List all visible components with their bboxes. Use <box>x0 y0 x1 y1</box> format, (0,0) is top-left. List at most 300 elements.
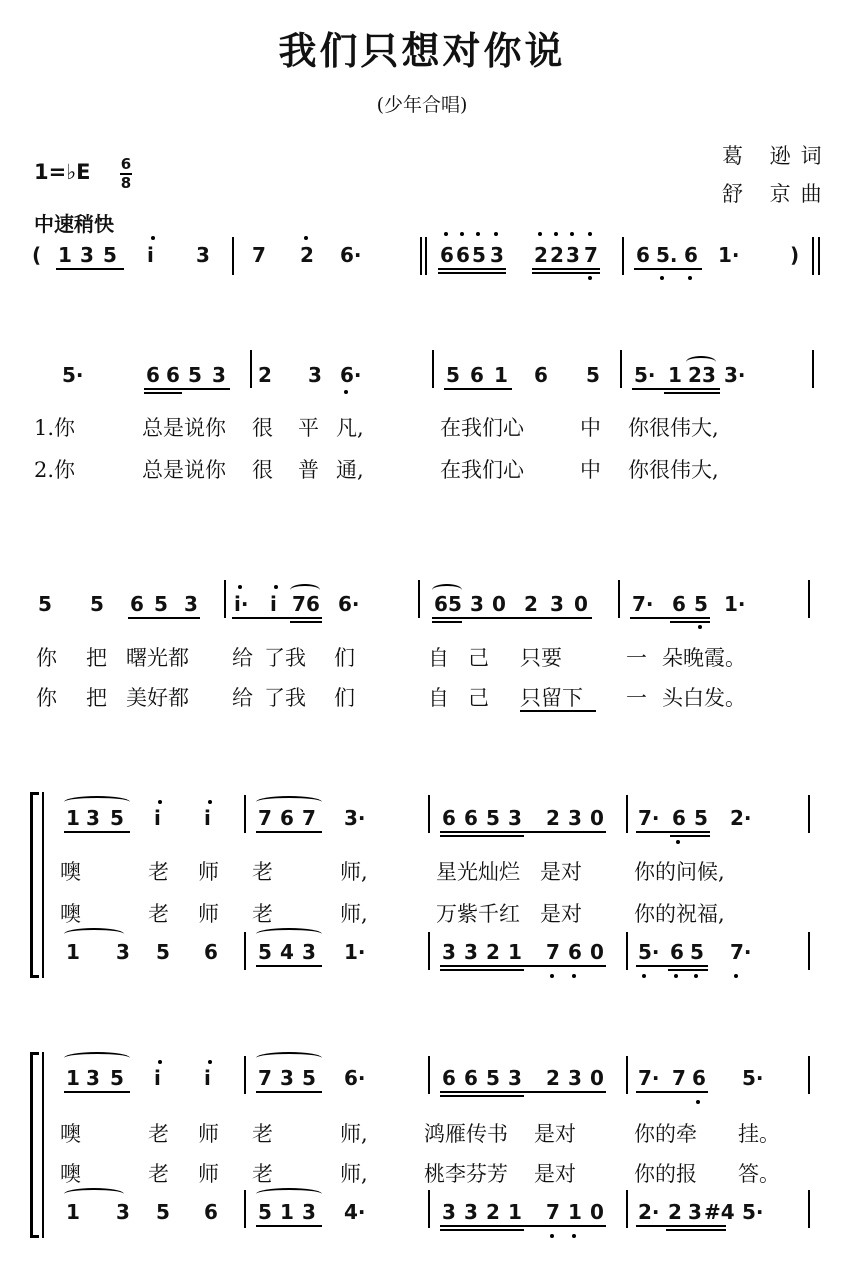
note: 1· <box>344 940 366 964</box>
lyric: 你的问候, <box>634 860 725 884</box>
system-bracket <box>30 792 39 978</box>
slur <box>64 1052 130 1064</box>
octave-dot <box>304 236 308 240</box>
note: 7 <box>292 592 306 616</box>
beam <box>670 621 710 623</box>
lyric: 通, <box>336 458 364 482</box>
barline <box>808 795 810 833</box>
note: 2 <box>534 243 548 267</box>
octave-dot <box>572 1234 576 1238</box>
lyric: 凡, <box>336 416 364 440</box>
note: i <box>154 1066 161 1090</box>
time-signature-numerator: 6 <box>120 155 132 173</box>
lyric: 们 <box>334 686 355 710</box>
lyric: 师, <box>340 1122 368 1146</box>
note: 2· <box>638 1200 660 1224</box>
note: 1 <box>568 1200 582 1224</box>
note: 0 <box>590 1200 604 1224</box>
note: 5· <box>742 1066 764 1090</box>
accent-mark <box>570 232 574 236</box>
note: 6 <box>534 363 548 387</box>
barline <box>428 1056 430 1094</box>
note: 2 <box>300 243 314 267</box>
note: 6 <box>130 592 144 616</box>
note: 3 <box>508 806 522 830</box>
barline <box>420 237 422 275</box>
beam <box>256 1091 322 1093</box>
slur <box>64 928 124 940</box>
barline <box>808 1190 810 1228</box>
accent-mark <box>588 232 592 236</box>
octave-dot <box>694 974 698 978</box>
lyric: 美好都 <box>126 686 189 710</box>
note: 3 <box>212 363 226 387</box>
note: 1· <box>718 243 740 267</box>
barline <box>428 1190 430 1228</box>
beam <box>440 835 524 837</box>
note: 5 <box>486 1066 500 1090</box>
octave-dot <box>550 1234 554 1238</box>
lyric: 是对 <box>534 1122 576 1146</box>
note: 3 <box>302 940 316 964</box>
slur <box>290 584 320 596</box>
lyric: 桃李芬芳 <box>424 1162 508 1186</box>
note: 5 <box>302 1066 316 1090</box>
note: 7 <box>258 806 272 830</box>
note: 6· <box>344 1066 366 1090</box>
note: 3 <box>688 1200 702 1224</box>
note: 4 <box>280 940 294 964</box>
note: i· <box>234 592 249 616</box>
note: 5 <box>154 592 168 616</box>
note: 6 <box>568 940 582 964</box>
lyric: 你 <box>36 646 57 670</box>
accent-mark <box>476 232 480 236</box>
note: 1 <box>668 363 682 387</box>
octave-dot <box>208 1060 212 1064</box>
slur <box>256 796 322 808</box>
lyric: 1.你 <box>34 416 76 440</box>
note: 5 <box>486 806 500 830</box>
note: 1 <box>58 243 72 267</box>
beam <box>636 1225 726 1227</box>
octave-dot <box>698 625 702 629</box>
barline <box>812 237 814 275</box>
barline <box>224 580 226 618</box>
note: 6 <box>442 806 456 830</box>
note: 5 <box>586 363 600 387</box>
note: 3 <box>464 940 478 964</box>
beam <box>440 1091 606 1093</box>
beam <box>256 965 322 967</box>
lyric: 老 <box>148 1122 169 1146</box>
barline <box>425 237 427 275</box>
barline <box>244 1056 246 1094</box>
octave-dot <box>238 585 242 589</box>
note: 5 <box>110 806 124 830</box>
note: 3 <box>196 243 210 267</box>
lyric: 师 <box>198 1122 219 1146</box>
note: 6 <box>464 806 478 830</box>
octave-dot <box>572 974 576 978</box>
note: 3 <box>464 1200 478 1224</box>
octave-dot <box>696 1100 700 1104</box>
beam <box>444 388 512 390</box>
note: 3 <box>184 592 198 616</box>
barline <box>626 795 628 833</box>
note: 6 <box>672 592 686 616</box>
beam <box>64 1091 130 1093</box>
note: #4 <box>704 1200 735 1224</box>
note: 3 <box>568 1066 582 1090</box>
barline <box>428 932 430 970</box>
lyric: 师, <box>340 1162 368 1186</box>
note: 4· <box>344 1200 366 1224</box>
note: 0 <box>492 592 506 616</box>
lyric: 师, <box>340 860 368 884</box>
note: 0 <box>590 806 604 830</box>
lyric: 是对 <box>534 1162 576 1186</box>
note: 6 <box>692 1066 706 1090</box>
note: 6· <box>338 592 360 616</box>
lyric: 师 <box>198 1162 219 1186</box>
note: 5· <box>634 363 656 387</box>
barline <box>808 580 810 618</box>
beam <box>532 272 600 274</box>
lyric: 自 <box>428 686 449 710</box>
barline <box>250 350 252 388</box>
note: 3 <box>442 940 456 964</box>
song-title: 我们只想对你说 <box>278 28 566 73</box>
note: 5 <box>90 592 104 616</box>
lyric: 答。 <box>738 1162 780 1186</box>
note: 1 <box>66 806 80 830</box>
note: 6· <box>340 243 362 267</box>
beam <box>432 621 462 623</box>
octave-dot <box>158 800 162 804</box>
note: 6 <box>442 1066 456 1090</box>
note: 5 <box>156 1200 170 1224</box>
accent-mark <box>494 232 498 236</box>
lyric-underline <box>520 710 596 712</box>
note: 5 <box>472 243 486 267</box>
lyric: 中 <box>580 458 601 482</box>
beam <box>64 831 130 833</box>
note: 7· <box>638 1066 660 1090</box>
lyric: 是对 <box>540 902 582 926</box>
lyric: 把 <box>86 686 107 710</box>
note: 6 <box>306 592 320 616</box>
beam <box>56 268 124 270</box>
beam <box>666 1229 726 1231</box>
accent-mark <box>538 232 542 236</box>
beam <box>440 1095 524 1097</box>
note: 2 <box>258 363 272 387</box>
barline <box>626 1190 628 1228</box>
barline <box>244 795 246 833</box>
lyric: 总是说你 <box>142 416 226 440</box>
note: 5· <box>638 940 660 964</box>
beam <box>440 969 524 971</box>
note: 3 <box>508 1066 522 1090</box>
accent-mark <box>444 232 448 236</box>
note: 5 <box>38 592 52 616</box>
lyric: 师 <box>198 860 219 884</box>
note: 0 <box>590 940 604 964</box>
note: 3 <box>702 363 716 387</box>
note: 3 <box>568 806 582 830</box>
beam <box>532 268 600 270</box>
barline <box>622 237 624 275</box>
note: 2 <box>550 243 564 267</box>
barline <box>626 1056 628 1094</box>
note: 5 <box>258 1200 272 1224</box>
beam <box>634 268 702 270</box>
lyric: 普 <box>298 458 319 482</box>
tempo-marking: 中速稍快 <box>34 212 114 236</box>
note: 7 <box>546 940 560 964</box>
barline <box>618 580 620 618</box>
octave-dot <box>734 974 738 978</box>
lyric: 你的牵 <box>634 1122 697 1146</box>
note: 5 <box>258 940 272 964</box>
barline <box>244 1190 246 1228</box>
beam <box>256 1225 322 1227</box>
note: 3 <box>550 592 564 616</box>
beam <box>636 1091 708 1093</box>
note: 7· <box>632 592 654 616</box>
barline <box>812 350 814 388</box>
lyric: 你很伟大, <box>628 458 719 482</box>
note: 3 <box>490 243 504 267</box>
lyric: 老 <box>252 902 273 926</box>
note: 2 <box>546 1066 560 1090</box>
barline <box>418 580 420 618</box>
barline <box>808 932 810 970</box>
octave-dot <box>550 974 554 978</box>
lyric: 在我们心 <box>440 458 524 482</box>
note: 6 <box>280 806 294 830</box>
note: 3 <box>280 1066 294 1090</box>
lyric: 老 <box>252 1122 273 1146</box>
octave-dot <box>151 236 155 240</box>
octave-dot <box>674 974 678 978</box>
lyric: 了我 <box>264 686 306 710</box>
lyric: 星光灿烂 <box>436 860 520 884</box>
note: 1 <box>494 363 508 387</box>
lyric: 老 <box>252 1162 273 1186</box>
note: 6 <box>166 363 180 387</box>
note: 0 <box>590 1066 604 1090</box>
lyric: 挂。 <box>738 1122 780 1146</box>
note: 2· <box>730 806 752 830</box>
note: 5· <box>742 1200 764 1224</box>
time-signature <box>120 157 132 191</box>
octave-dot <box>660 276 664 280</box>
beam <box>232 617 322 619</box>
note: 2 <box>546 806 560 830</box>
note: 7· <box>730 940 752 964</box>
lyric: 你 <box>36 686 57 710</box>
note: 1 <box>508 1200 522 1224</box>
lyric: 噢 <box>60 860 81 884</box>
note: 5· <box>62 363 84 387</box>
note: 3 <box>116 1200 130 1224</box>
beam <box>632 388 720 390</box>
lyric: 噢 <box>60 1162 81 1186</box>
lyric: 老 <box>252 860 273 884</box>
close-paren: ) <box>790 243 800 267</box>
note: 3 <box>86 1066 100 1090</box>
note: 6 <box>636 243 650 267</box>
lyric: 你的祝福, <box>634 902 725 926</box>
note: 6 <box>470 363 484 387</box>
note: 2 <box>688 363 702 387</box>
lyric: 万紫千红 <box>436 902 520 926</box>
accent-mark <box>554 232 558 236</box>
barline <box>232 237 234 275</box>
lyric: 老 <box>148 860 169 884</box>
note: i <box>204 1066 211 1090</box>
barline <box>428 795 430 833</box>
lyric: 老 <box>148 1162 169 1186</box>
note: 1 <box>280 1200 294 1224</box>
note: 2 <box>668 1200 682 1224</box>
octave-dot <box>676 840 680 844</box>
beam <box>256 831 322 833</box>
lyric: 头白发。 <box>662 686 746 710</box>
note: 7 <box>302 806 316 830</box>
note: 3 <box>302 1200 316 1224</box>
note: 3 <box>308 363 322 387</box>
note: 6 <box>670 940 684 964</box>
beam <box>438 272 506 274</box>
beam <box>670 835 710 837</box>
slur <box>256 1052 322 1064</box>
lyric: 2.你 <box>34 458 76 482</box>
system-bracket <box>30 1052 39 1238</box>
lyric: 己 <box>468 646 489 670</box>
note: 1 <box>66 940 80 964</box>
note: 3 <box>470 592 484 616</box>
lyric: 噢 <box>60 902 81 926</box>
barline <box>432 350 434 388</box>
beam <box>144 388 230 390</box>
note: 6 <box>434 592 448 616</box>
note: 5 <box>694 592 708 616</box>
slur <box>64 1188 124 1200</box>
note: 5 <box>694 806 708 830</box>
note: 5 <box>448 592 462 616</box>
note: 3· <box>724 363 746 387</box>
barline <box>244 932 246 970</box>
note: 3 <box>86 806 100 830</box>
note: 5 <box>188 363 202 387</box>
barline <box>818 237 820 275</box>
system-line <box>42 792 44 978</box>
lyric: 在我们心 <box>440 416 524 440</box>
slur <box>64 796 130 808</box>
lyricist-credit: 葛 逊词 <box>722 144 832 168</box>
lyric: 一 <box>626 686 647 710</box>
beam <box>128 617 200 619</box>
lyric: 很 <box>252 458 273 482</box>
lyric: 曙光都 <box>126 646 189 670</box>
note: i <box>270 592 277 616</box>
lyric: 老 <box>148 902 169 926</box>
note: 1 <box>66 1066 80 1090</box>
beam <box>290 621 322 623</box>
lyric: 中 <box>580 416 601 440</box>
lyric: 把 <box>86 646 107 670</box>
system-line <box>42 1052 44 1238</box>
note: 3 <box>566 243 580 267</box>
lyric: 给 <box>232 646 253 670</box>
note: 0 <box>574 592 588 616</box>
beam <box>440 965 606 967</box>
lyric: 你的报 <box>634 1162 697 1186</box>
lyric: 是对 <box>540 860 582 884</box>
note: 2 <box>486 1200 500 1224</box>
note: 5 <box>103 243 117 267</box>
note: 6 <box>456 243 470 267</box>
time-signature-denominator: 8 <box>120 174 132 192</box>
lyric: 己 <box>468 686 489 710</box>
lyric: 总是说你 <box>142 458 226 482</box>
slur <box>686 356 716 368</box>
note: 5 <box>446 363 460 387</box>
note: 3 <box>442 1200 456 1224</box>
slur <box>256 928 322 940</box>
beam <box>432 617 592 619</box>
slur <box>256 1188 322 1200</box>
note: 6 <box>204 940 218 964</box>
note: 7 <box>252 243 266 267</box>
lyric: 只要 <box>520 646 562 670</box>
note: i <box>147 243 154 267</box>
barline <box>626 932 628 970</box>
octave-dot <box>158 1060 162 1064</box>
key-signature: 1=♭E <box>34 160 91 184</box>
lyric: 很 <box>252 416 273 440</box>
note: 7 <box>672 1066 686 1090</box>
note: 7 <box>258 1066 272 1090</box>
lyric: 一 <box>626 646 647 670</box>
note: 6 <box>684 243 698 267</box>
lyric: 噢 <box>60 1122 81 1146</box>
note: 6 <box>204 1200 218 1224</box>
lyric: 给 <box>232 686 253 710</box>
note: 6 <box>464 1066 478 1090</box>
note: 5 <box>110 1066 124 1090</box>
lyric: 你很伟大, <box>628 416 719 440</box>
note: i <box>204 806 211 830</box>
beam <box>438 268 506 270</box>
lyric: 鸿雁传书 <box>424 1122 508 1146</box>
octave-dot <box>274 585 278 589</box>
song-subtitle: (少年合唱) <box>376 94 468 116</box>
note: 6 <box>146 363 160 387</box>
accent-mark <box>460 232 464 236</box>
note: 5. <box>656 243 678 267</box>
lyric: 师, <box>340 902 368 926</box>
octave-dot <box>688 276 692 280</box>
lyric: 们 <box>334 646 355 670</box>
note: 7 <box>584 243 598 267</box>
lyric: 了我 <box>264 646 306 670</box>
lyric: 平 <box>298 416 319 440</box>
lyric: 朵晚霞。 <box>662 646 746 670</box>
